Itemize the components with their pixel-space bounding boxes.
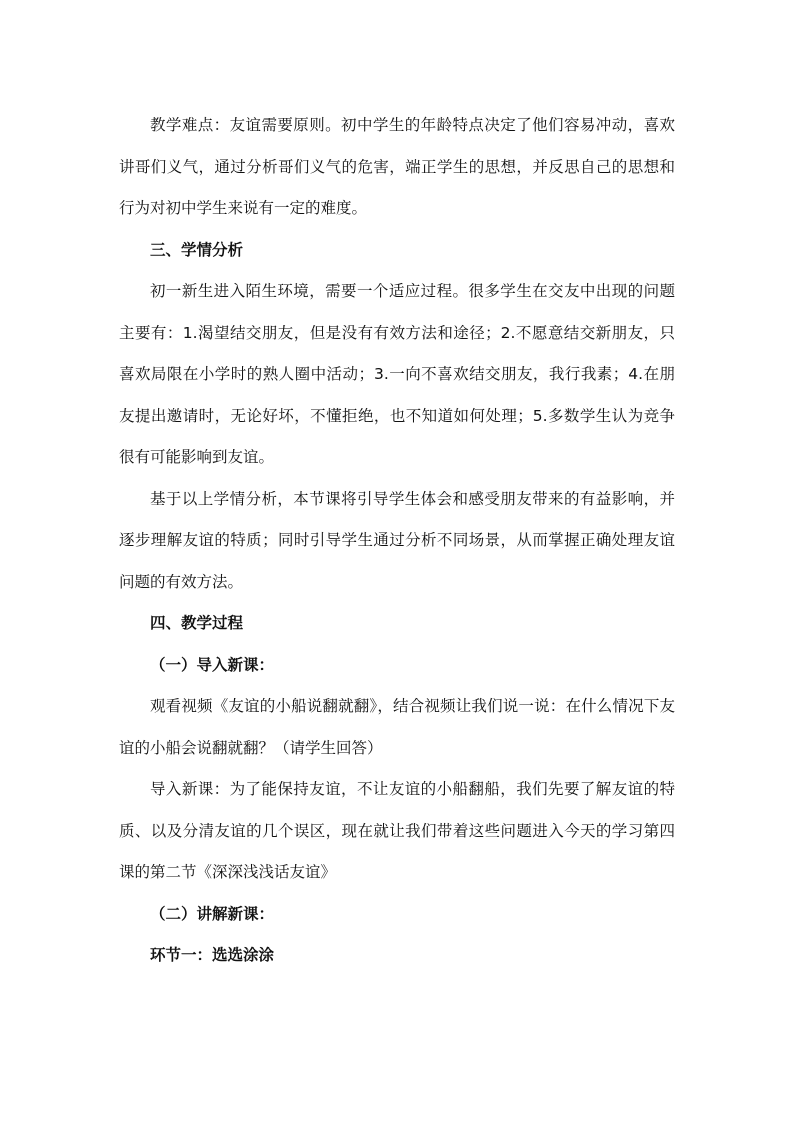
paragraph-video-intro: 观看视频《友谊的小船说翻就翻》，结合视频让我们说一说：在什么情况下友谊的小船会说翻就翻？（请学生回答） xyxy=(119,697,675,757)
subheading-explain-lesson: （二）讲解新课： xyxy=(150,904,275,923)
paragraph-student-problems: 初一新生进入陌生环境，需要一个适应过程。很多学生在交友中出现的问题主要有：1.渴望结交朋友，但是没有有效方法和途径；2.不愿意结交新朋友，只喜欢局限在小学时的熟人圈中活动；3.一向不喜欢结交朋友，我行我素；4.在朋友提出邀请时，无论好坏，不懂拒绝，也不知道如何处理；5.多数学生认为竞争很有可能影响到友谊。 xyxy=(119,282,675,466)
subheading-step-one: 环节一：选选涂涂 xyxy=(150,946,275,964)
paragraph-analysis-conclusion: 基于以上学情分析，本节课将引导学生体会和感受朋友带来的有益影响，并逐步理解友谊的特质；同时引导学生通过分析不同场景，从而掌握正确处理友谊问题的有效方法。 xyxy=(119,489,675,591)
subheading-introduce-lesson: （一）导入新课： xyxy=(150,655,275,674)
heading-teaching-process: 四、教学过程 xyxy=(150,614,244,632)
heading-student-analysis: 三、学情分析 xyxy=(150,240,244,259)
paragraph-lesson-intro: 导入新课：为了能保持友谊，不让友谊的小船翻船，我们先要了解友谊的特质、以及分清友谊的几个误区，现在就让我们带着这些问题进入今天的学习第四课的第二节《深深浅浅话友谊》 xyxy=(119,780,675,881)
document-body xyxy=(119,105,675,977)
paragraph-teaching-difficulty: 教学难点：友谊需要原则。初中学生的年龄特点决定了他们容易冲动，喜欢讲哥们义气，通过分析哥们义气的危害，端正学生的思想，并反思自己的思想和行为对初中学生来说有一定的难度。 xyxy=(119,116,675,217)
